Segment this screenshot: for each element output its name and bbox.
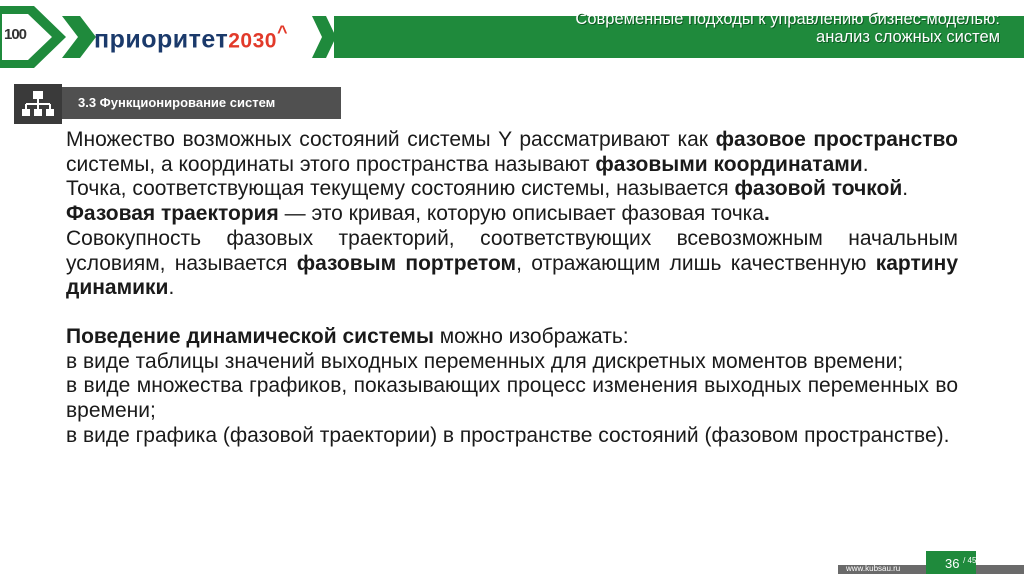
hierarchy-icon bbox=[14, 84, 62, 124]
text: . bbox=[763, 202, 770, 226]
paragraph-phase-portrait bbox=[66, 227, 958, 301]
page-current: 36 bbox=[945, 556, 960, 571]
term-phase-trajectory: Фазовая траектория bbox=[66, 202, 279, 226]
text: . bbox=[902, 177, 909, 201]
header-title-line2: анализ сложных систем bbox=[816, 28, 1000, 46]
brand-year: 2030 bbox=[228, 29, 277, 53]
section-icon-box bbox=[14, 84, 62, 124]
text: — это кривая, которую описывает фазовая точка bbox=[278, 202, 764, 226]
text: Точка, соответствующая текущему состоянию системы, называется bbox=[66, 177, 735, 201]
spacer bbox=[66, 301, 958, 325]
slide-body bbox=[66, 128, 958, 448]
text: системы, а координаты этого пространства называют bbox=[66, 152, 596, 176]
anniversary-logo: 100 bbox=[4, 26, 27, 43]
paragraph-phase-trajectory bbox=[66, 202, 958, 227]
page-total: / 45 bbox=[963, 556, 977, 565]
section-title: 3.3 Функционирование систем bbox=[78, 95, 276, 110]
page-header-title bbox=[575, 10, 1000, 46]
paragraph-phase-point bbox=[66, 177, 958, 202]
list-item: в виде графика (фазовой траектории) в пространстве состояний (фазовом пространстве). bbox=[66, 423, 950, 447]
list-item: в виде множества графиков, показывающих процесс изменения выходных переменных во времени; bbox=[66, 374, 958, 423]
brand-caret: ^ bbox=[276, 22, 288, 42]
text: . bbox=[862, 152, 869, 176]
text: Совокупность фазовых траекторий, соответствующих всевозможным начальным условиям, называется bbox=[66, 226, 958, 275]
text: . bbox=[168, 276, 175, 300]
term-system-behavior: Поведение динамической системы bbox=[66, 324, 434, 348]
list-item: в виде таблицы значений выходных переменных для дискретных моментов времени; bbox=[66, 349, 904, 373]
text: Множество возможных состояний системы Y рассматривают как bbox=[66, 128, 716, 151]
term-phase-point: фазовой точкой bbox=[734, 177, 903, 201]
term-phase-portrait: фазовым портретом bbox=[296, 251, 517, 275]
brand-logo bbox=[94, 22, 288, 54]
paragraph-phase-space bbox=[66, 128, 958, 177]
paragraph-behavior bbox=[66, 325, 958, 350]
page-number bbox=[945, 556, 976, 571]
term-phase-coordinates: фазовыми координатами bbox=[595, 152, 863, 176]
header-title-line1: Современные подходы к управлению бизнес-моделью: bbox=[575, 10, 1000, 28]
footer-url[interactable]: www.kubsau.ru bbox=[846, 564, 901, 573]
text: , отражающим лишь качественную bbox=[516, 251, 876, 275]
text: можно изображать: bbox=[433, 324, 629, 348]
term-dynamics-picture: картину динамики bbox=[66, 251, 959, 300]
term-phase-space: фазовое пространство bbox=[715, 128, 958, 151]
brand-text: приоритет bbox=[94, 25, 229, 54]
